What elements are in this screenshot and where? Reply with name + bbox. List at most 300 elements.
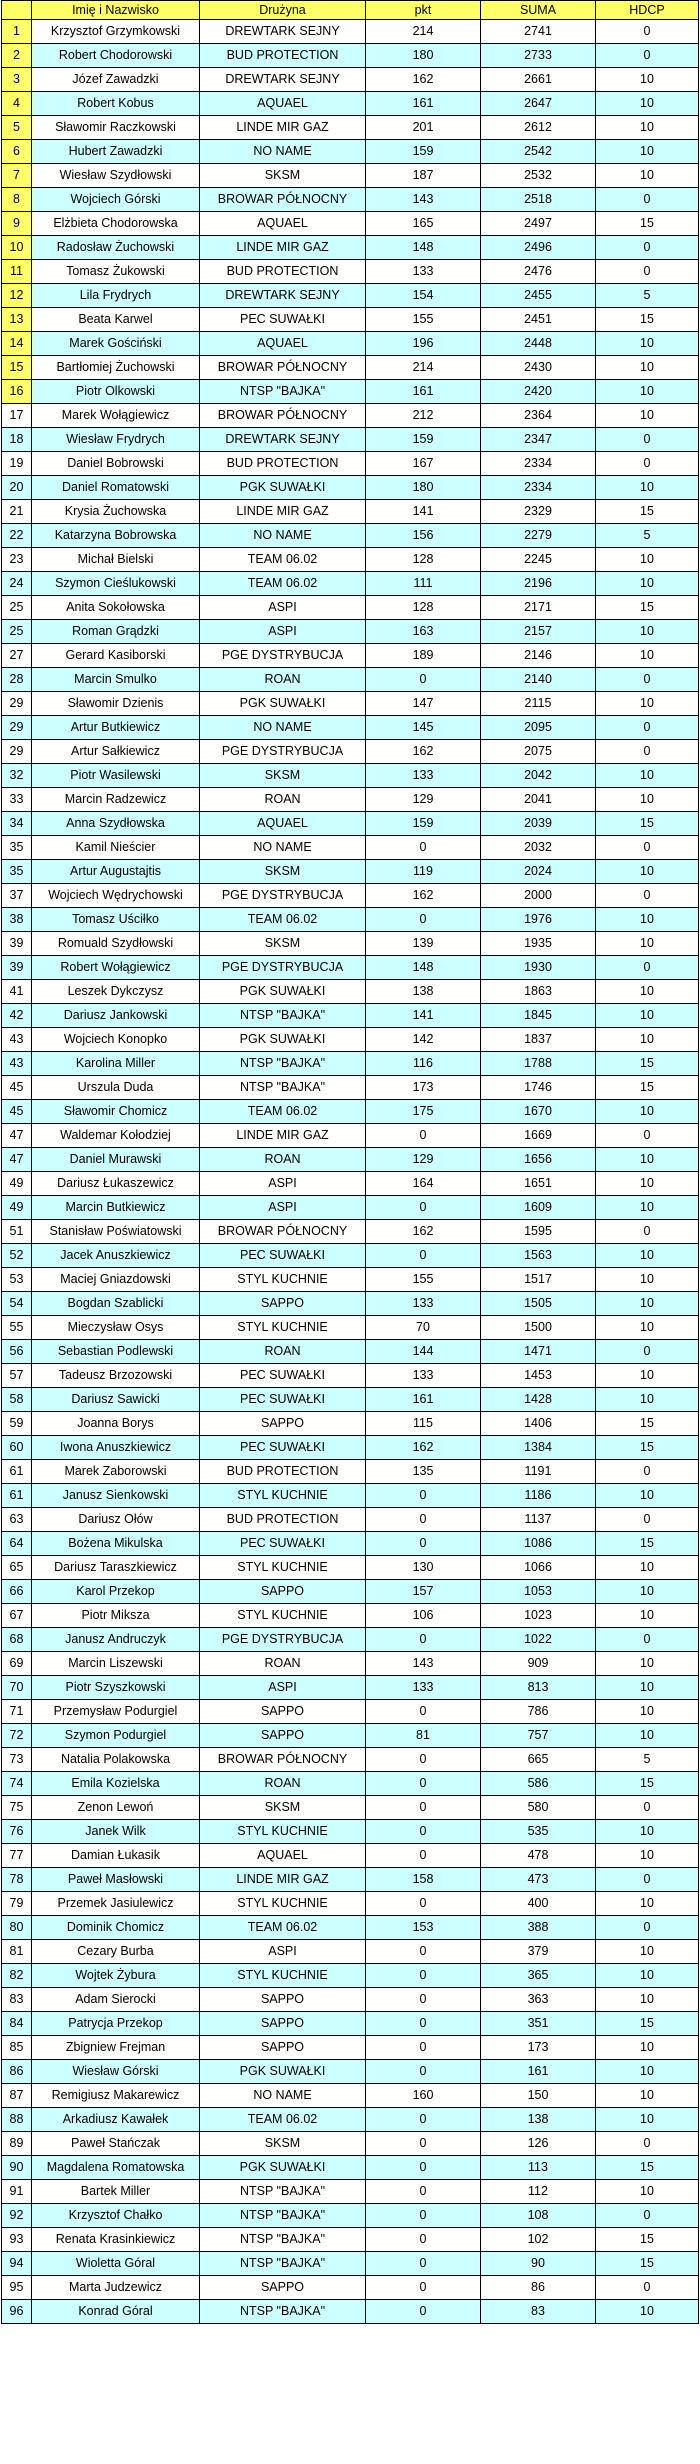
player-name-cell: Cezary Burba: [32, 1940, 200, 1964]
rank-cell: 83: [2, 1988, 32, 2012]
table-row: [2, 1532, 699, 1556]
points-cell: 0: [366, 2108, 481, 2132]
player-name-cell: Marcin Butkiewicz: [32, 1196, 200, 1220]
table-row: [2, 1124, 699, 1148]
team-cell: ROAN: [200, 788, 366, 812]
points-cell: 164: [366, 1172, 481, 1196]
sum-cell: 1023: [481, 1604, 596, 1628]
points-cell: 162: [366, 1220, 481, 1244]
table-row: [2, 140, 699, 164]
rank-cell: 82: [2, 1964, 32, 1988]
player-name-cell: Michał Bielski: [32, 548, 200, 572]
hdcp-cell: 10: [596, 2180, 699, 2204]
sum-cell: 1863: [481, 980, 596, 1004]
player-name-cell: Krzysztof Grzymkowski: [32, 20, 200, 44]
table-row: [2, 212, 699, 236]
player-name-cell: Janek Wilk: [32, 1820, 200, 1844]
rank-cell: 93: [2, 2228, 32, 2252]
hdcp-cell: 10: [596, 1004, 699, 1028]
table-row: [2, 44, 699, 68]
table-row: [2, 1508, 699, 1532]
table-row: [2, 1172, 699, 1196]
hdcp-cell: 10: [596, 356, 699, 380]
sum-cell: 535: [481, 1820, 596, 1844]
player-name-cell: Mieczysław Osys: [32, 1316, 200, 1340]
table-row: [2, 764, 699, 788]
header-points: pkt: [366, 1, 481, 20]
rank-cell: 58: [2, 1388, 32, 1412]
table-row: [2, 332, 699, 356]
sum-cell: 2542: [481, 140, 596, 164]
table-row: [2, 1268, 699, 1292]
hdcp-cell: 10: [596, 1988, 699, 2012]
team-cell: DREWTARK SEJNY: [200, 20, 366, 44]
points-cell: 148: [366, 236, 481, 260]
sum-cell: 2115: [481, 692, 596, 716]
team-cell: NTSP "BAJKA": [200, 2180, 366, 2204]
player-name-cell: Wiesław Frydrych: [32, 428, 200, 452]
rank-cell: 92: [2, 2204, 32, 2228]
team-cell: STYL KUCHNIE: [200, 1556, 366, 1580]
player-name-cell: Gerard Kasiborski: [32, 644, 200, 668]
player-name-cell: Marek Zaborowski: [32, 1460, 200, 1484]
team-cell: SAPPO: [200, 1292, 366, 1316]
hdcp-cell: 10: [596, 1892, 699, 1916]
points-cell: 0: [366, 1196, 481, 1220]
player-name-cell: Wojtek Żybura: [32, 1964, 200, 1988]
sum-cell: 2039: [481, 812, 596, 836]
player-name-cell: Karolina Miller: [32, 1052, 200, 1076]
ranking-rows: [2, 20, 699, 2324]
team-cell: ASPI: [200, 1940, 366, 1964]
table-row: [2, 1052, 699, 1076]
points-cell: 196: [366, 332, 481, 356]
hdcp-cell: 15: [596, 1772, 699, 1796]
table-row: [2, 188, 699, 212]
rank-cell: 80: [2, 1916, 32, 1940]
team-cell: PGK SUWAŁKI: [200, 2060, 366, 2084]
sum-cell: 2075: [481, 740, 596, 764]
sum-cell: 1670: [481, 1100, 596, 1124]
player-name-cell: Marcin Liszewski: [32, 1652, 200, 1676]
table-row: [2, 1844, 699, 1868]
team-cell: PGK SUWAŁKI: [200, 1028, 366, 1052]
sum-cell: 2733: [481, 44, 596, 68]
hdcp-cell: 10: [596, 2300, 699, 2324]
hdcp-cell: 10: [596, 860, 699, 884]
points-cell: 162: [366, 884, 481, 908]
points-cell: 133: [366, 1292, 481, 1316]
table-row: [2, 1772, 699, 1796]
table-row: [2, 1580, 699, 1604]
table-row: [2, 2228, 699, 2252]
hdcp-cell: 10: [596, 1580, 699, 1604]
table-row: [2, 1316, 699, 1340]
sum-cell: 400: [481, 1892, 596, 1916]
team-cell: LINDE MIR GAZ: [200, 500, 366, 524]
rank-cell: 45: [2, 1076, 32, 1100]
table-row: [2, 1652, 699, 1676]
points-cell: 159: [366, 812, 481, 836]
rank-cell: 23: [2, 548, 32, 572]
sum-cell: 2041: [481, 788, 596, 812]
player-name-cell: Daniel Bobrowski: [32, 452, 200, 476]
points-cell: 129: [366, 1148, 481, 1172]
sum-cell: 1609: [481, 1196, 596, 1220]
hdcp-cell: 15: [596, 812, 699, 836]
points-cell: 0: [366, 1628, 481, 1652]
hdcp-cell: 0: [596, 2132, 699, 2156]
table-row: [2, 1628, 699, 1652]
sum-cell: 1137: [481, 1508, 596, 1532]
points-cell: 214: [366, 20, 481, 44]
team-cell: PGE DYSTRYBUCJA: [200, 644, 366, 668]
points-cell: 0: [366, 2132, 481, 2156]
player-name-cell: Maciej Gniazdowski: [32, 1268, 200, 1292]
points-cell: 0: [366, 1820, 481, 1844]
table-row: [2, 668, 699, 692]
points-cell: 155: [366, 1268, 481, 1292]
rank-cell: 29: [2, 716, 32, 740]
table-row: [2, 2084, 699, 2108]
sum-cell: 83: [481, 2300, 596, 2324]
table-row: [2, 908, 699, 932]
player-name-cell: Artur Augustajtis: [32, 860, 200, 884]
rank-cell: 4: [2, 92, 32, 116]
sum-cell: 2024: [481, 860, 596, 884]
team-cell: BROWAR PÓŁNOCNY: [200, 188, 366, 212]
hdcp-cell: 0: [596, 740, 699, 764]
team-cell: PEC SUWAŁKI: [200, 1532, 366, 1556]
player-name-cell: Emila Kozielska: [32, 1772, 200, 1796]
hdcp-cell: 0: [596, 452, 699, 476]
team-cell: NTSP "BAJKA": [200, 1052, 366, 1076]
team-cell: ROAN: [200, 1772, 366, 1796]
team-cell: BROWAR PÓŁNOCNY: [200, 1220, 366, 1244]
player-name-cell: Tomasz Uściłko: [32, 908, 200, 932]
team-cell: SAPPO: [200, 2036, 366, 2060]
rank-cell: 49: [2, 1172, 32, 1196]
player-name-cell: Marcin Radzewicz: [32, 788, 200, 812]
table-row: [2, 2108, 699, 2132]
sum-cell: 665: [481, 1748, 596, 1772]
table-row: [2, 2156, 699, 2180]
rank-cell: 94: [2, 2252, 32, 2276]
sum-cell: 2476: [481, 260, 596, 284]
table-row: [2, 2300, 699, 2324]
table-row: [2, 2060, 699, 2084]
team-cell: NTSP "BAJKA": [200, 1076, 366, 1100]
points-cell: 0: [366, 1988, 481, 2012]
rank-cell: 52: [2, 1244, 32, 1268]
points-cell: 0: [366, 836, 481, 860]
rank-cell: 19: [2, 452, 32, 476]
rank-cell: 45: [2, 1100, 32, 1124]
hdcp-cell: 10: [596, 572, 699, 596]
hdcp-cell: 10: [596, 2060, 699, 2084]
team-cell: SAPPO: [200, 1700, 366, 1724]
team-cell: PEC SUWAŁKI: [200, 308, 366, 332]
table-row: [2, 1388, 699, 1412]
points-cell: 163: [366, 620, 481, 644]
hdcp-cell: 10: [596, 1316, 699, 1340]
table-row: [2, 284, 699, 308]
hdcp-cell: 10: [596, 1484, 699, 1508]
rank-cell: 13: [2, 308, 32, 332]
rank-cell: 96: [2, 2300, 32, 2324]
rank-cell: 88: [2, 2108, 32, 2132]
sum-cell: 2497: [481, 212, 596, 236]
hdcp-cell: 10: [596, 1652, 699, 1676]
points-cell: 162: [366, 740, 481, 764]
rank-cell: 37: [2, 884, 32, 908]
rank-cell: 57: [2, 1364, 32, 1388]
sum-cell: 2042: [481, 764, 596, 788]
player-name-cell: Joanna Borys: [32, 1412, 200, 1436]
rank-cell: 18: [2, 428, 32, 452]
team-cell: BROWAR PÓŁNOCNY: [200, 404, 366, 428]
hdcp-cell: 10: [596, 2036, 699, 2060]
sum-cell: 2000: [481, 884, 596, 908]
team-cell: PGE DYSTRYBUCJA: [200, 884, 366, 908]
sum-cell: 108: [481, 2204, 596, 2228]
player-name-cell: Sławomir Chomicz: [32, 1100, 200, 1124]
player-name-cell: Piotr Olkowski: [32, 380, 200, 404]
player-name-cell: Wojciech Konopko: [32, 1028, 200, 1052]
team-cell: PGK SUWAŁKI: [200, 692, 366, 716]
sum-cell: 1505: [481, 1292, 596, 1316]
player-name-cell: Damian Łukasik: [32, 1844, 200, 1868]
points-cell: 115: [366, 1412, 481, 1436]
sum-cell: 1976: [481, 908, 596, 932]
hdcp-cell: 10: [596, 1676, 699, 1700]
team-cell: NO NAME: [200, 524, 366, 548]
rank-cell: 59: [2, 1412, 32, 1436]
points-cell: 175: [366, 1100, 481, 1124]
table-row: [2, 1892, 699, 1916]
hdcp-cell: 15: [596, 2012, 699, 2036]
sum-cell: 586: [481, 1772, 596, 1796]
player-name-cell: Adam Sierocki: [32, 1988, 200, 2012]
rank-cell: 1: [2, 20, 32, 44]
rank-cell: 73: [2, 1748, 32, 1772]
table-row: [2, 932, 699, 956]
table-row: [2, 596, 699, 620]
rank-cell: 53: [2, 1268, 32, 1292]
sum-cell: 138: [481, 2108, 596, 2132]
hdcp-cell: 0: [596, 956, 699, 980]
table-row: [2, 476, 699, 500]
rank-cell: 84: [2, 2012, 32, 2036]
sum-cell: 113: [481, 2156, 596, 2180]
hdcp-cell: 0: [596, 1220, 699, 1244]
player-name-cell: Bartek Miller: [32, 2180, 200, 2204]
points-cell: 0: [366, 1700, 481, 1724]
hdcp-cell: 10: [596, 1700, 699, 1724]
player-name-cell: Dominik Chomicz: [32, 1916, 200, 1940]
team-cell: PEC SUWAŁKI: [200, 1388, 366, 1412]
sum-cell: 909: [481, 1652, 596, 1676]
table-row: [2, 548, 699, 572]
hdcp-cell: 0: [596, 20, 699, 44]
table-row: [2, 644, 699, 668]
points-cell: 129: [366, 788, 481, 812]
rank-cell: 71: [2, 1700, 32, 1724]
points-cell: 0: [366, 1532, 481, 1556]
sum-cell: 2364: [481, 404, 596, 428]
player-name-cell: Roman Grądzki: [32, 620, 200, 644]
header-name: Imię i Nazwisko: [32, 1, 200, 20]
hdcp-cell: 15: [596, 308, 699, 332]
player-name-cell: Szymon Podurgiel: [32, 1724, 200, 1748]
rank-cell: 65: [2, 1556, 32, 1580]
team-cell: LINDE MIR GAZ: [200, 116, 366, 140]
sum-cell: 1651: [481, 1172, 596, 1196]
team-cell: ROAN: [200, 668, 366, 692]
rank-cell: 54: [2, 1292, 32, 1316]
rank-cell: 55: [2, 1316, 32, 1340]
sum-cell: 2661: [481, 68, 596, 92]
player-name-cell: Urszula Duda: [32, 1076, 200, 1100]
rank-cell: 95: [2, 2276, 32, 2300]
points-cell: 153: [366, 1916, 481, 1940]
sum-cell: 2518: [481, 188, 596, 212]
rank-cell: 51: [2, 1220, 32, 1244]
hdcp-cell: 10: [596, 1268, 699, 1292]
table-row: [2, 1196, 699, 1220]
team-cell: ROAN: [200, 1652, 366, 1676]
hdcp-cell: 0: [596, 2276, 699, 2300]
points-cell: 0: [366, 1484, 481, 1508]
rank-cell: 6: [2, 140, 32, 164]
team-cell: ASPI: [200, 596, 366, 620]
player-name-cell: Jacek Anuszkiewicz: [32, 1244, 200, 1268]
player-name-cell: Marcin Smulko: [32, 668, 200, 692]
team-cell: SKSM: [200, 164, 366, 188]
rank-cell: 29: [2, 740, 32, 764]
player-name-cell: Marta Judzewicz: [32, 2276, 200, 2300]
table-row: [2, 1604, 699, 1628]
rank-cell: 2: [2, 44, 32, 68]
sum-cell: 2420: [481, 380, 596, 404]
rank-cell: 39: [2, 932, 32, 956]
rank-cell: 11: [2, 260, 32, 284]
sum-cell: 1788: [481, 1052, 596, 1076]
hdcp-cell: 0: [596, 1628, 699, 1652]
sum-cell: 1471: [481, 1340, 596, 1364]
hdcp-cell: 10: [596, 1556, 699, 1580]
table-row: [2, 1100, 699, 1124]
points-cell: 0: [366, 2060, 481, 2084]
hdcp-cell: 5: [596, 1748, 699, 1772]
hdcp-cell: 10: [596, 548, 699, 572]
sum-cell: 126: [481, 2132, 596, 2156]
hdcp-cell: 10: [596, 620, 699, 644]
rank-cell: 7: [2, 164, 32, 188]
table-row: [2, 1988, 699, 2012]
rank-cell: 66: [2, 1580, 32, 1604]
hdcp-cell: 10: [596, 644, 699, 668]
player-name-cell: Konrad Góral: [32, 2300, 200, 2324]
points-cell: 0: [366, 2180, 481, 2204]
player-name-cell: Dariusz Ołów: [32, 1508, 200, 1532]
team-cell: STYL KUCHNIE: [200, 1316, 366, 1340]
points-cell: 160: [366, 2084, 481, 2108]
table-row: [2, 980, 699, 1004]
rank-cell: 89: [2, 2132, 32, 2156]
team-cell: TEAM 06.02: [200, 572, 366, 596]
team-cell: SKSM: [200, 860, 366, 884]
player-name-cell: Natalia Polakowska: [32, 1748, 200, 1772]
points-cell: 180: [366, 476, 481, 500]
points-cell: 119: [366, 860, 481, 884]
table-row: [2, 620, 699, 644]
header-row: [2, 1, 699, 20]
team-cell: BUD PROTECTION: [200, 1460, 366, 1484]
player-name-cell: Zenon Lewoń: [32, 1796, 200, 1820]
team-cell: NTSP "BAJKA": [200, 2228, 366, 2252]
points-cell: 0: [366, 1796, 481, 1820]
hdcp-cell: 10: [596, 116, 699, 140]
hdcp-cell: 15: [596, 2156, 699, 2180]
rank-cell: 68: [2, 1628, 32, 1652]
hdcp-cell: 10: [596, 788, 699, 812]
points-cell: 0: [366, 2300, 481, 2324]
rank-cell: 14: [2, 332, 32, 356]
points-cell: 143: [366, 1652, 481, 1676]
rank-cell: 15: [2, 356, 32, 380]
sum-cell: 1406: [481, 1412, 596, 1436]
table-row: [2, 860, 699, 884]
points-cell: 106: [366, 1604, 481, 1628]
hdcp-cell: 0: [596, 188, 699, 212]
sum-cell: 2430: [481, 356, 596, 380]
rank-cell: 43: [2, 1052, 32, 1076]
header-team: Drużyna: [200, 1, 366, 20]
rank-cell: 12: [2, 284, 32, 308]
team-cell: PGK SUWAŁKI: [200, 980, 366, 1004]
player-name-cell: Magdalena Romatowska: [32, 2156, 200, 2180]
points-cell: 138: [366, 980, 481, 1004]
sum-cell: 1563: [481, 1244, 596, 1268]
team-cell: NO NAME: [200, 836, 366, 860]
table-row: [2, 788, 699, 812]
player-name-cell: Bartłomiej Żuchowski: [32, 356, 200, 380]
sum-cell: 388: [481, 1916, 596, 1940]
player-name-cell: Robert Kobus: [32, 92, 200, 116]
table-row: [2, 236, 699, 260]
player-name-cell: Przemek Jasiulewicz: [32, 1892, 200, 1916]
sum-cell: 1746: [481, 1076, 596, 1100]
team-cell: NTSP "BAJKA": [200, 380, 366, 404]
sum-cell: 2741: [481, 20, 596, 44]
ranking-table: [1, 0, 699, 2324]
points-cell: 0: [366, 2204, 481, 2228]
sum-cell: 1517: [481, 1268, 596, 1292]
points-cell: 130: [366, 1556, 481, 1580]
rank-cell: 20: [2, 476, 32, 500]
sum-cell: 1845: [481, 1004, 596, 1028]
table-row: [2, 1748, 699, 1772]
hdcp-cell: 15: [596, 1436, 699, 1460]
player-name-cell: Wojciech Wędrychowski: [32, 884, 200, 908]
team-cell: NTSP "BAJKA": [200, 2300, 366, 2324]
sum-cell: 1669: [481, 1124, 596, 1148]
points-cell: 161: [366, 1388, 481, 1412]
rank-cell: 21: [2, 500, 32, 524]
hdcp-cell: 10: [596, 1364, 699, 1388]
points-cell: 70: [366, 1316, 481, 1340]
